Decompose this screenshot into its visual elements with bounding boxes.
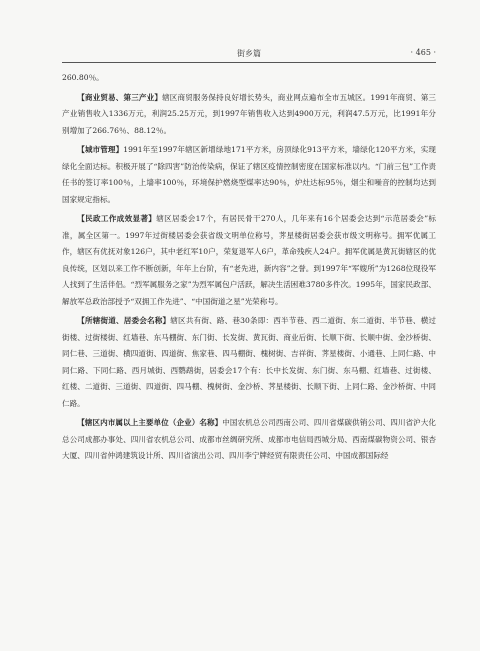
- paragraph: [62, 313, 436, 412]
- paragraph-text: 辖区居委会17个，有居民骨干270人，几年来有16个居委会达到“示范居委会”标准，属全区第一。1997年过街楼居委会获省级文明单位称号，荠星楼街居委会获市级文明称号。拥军优属工作，辖区有优抚对象126户，其中老红军10户，荣复退军人6户，革命残疾人24户。拥军优属是黄瓦街辖区的优良传统，区划以来工作不断创新，年年上台阶，有“老先进，新内容”之誉。到1997年“军嫂所”为1268位现役军人找到了生活伴侣。“烈军属服务之家”为烈军属包户活跃，解决生活困难3780多件次。1995年，国家民政部、解放军总政治部授予“双拥工作先进”、“中国街道之星”光荣称号。: [62, 214, 436, 306]
- page-number: · 465 ·: [410, 48, 436, 57]
- paragraph-heading: 【城市管理】: [77, 145, 124, 154]
- paragraph-text: 辖区商贸服务保持良好增长势头，商业网点遍布全市五城区。1991年商贸、第三产业销售收入1336万元，利润25.25万元，到1997年销售收入达到4900万元，利润47.5万元，比1991年分别增加了266.76％、88.12％。: [62, 92, 436, 135]
- paragraph-text: 中国农机总公司西南公司、四川省煤碳供销公司、四川省沪大化总公司成都办事处、四川省农机总公司、成都市丝绸研究所、成都市电信局西城分局、西南煤碳物资公司、银杏大厦、四川省仲鸿建筑设计所、四川省演出公司、四川李宁牌经贸有限责任公司、中国成都国际经: [62, 418, 437, 460]
- section-title: 街乡篇: [237, 49, 261, 58]
- running-header: [62, 40, 436, 63]
- paragraph: [62, 211, 436, 310]
- paragraph-heading: 【所辖街道、居委会名称】: [77, 316, 171, 325]
- body-text: [62, 70, 436, 468]
- paragraph-heading: 【民政工作成效显著】: [77, 214, 157, 223]
- paragraph-text: 辖区共有街、路、巷30条即：西半节巷、西二道街、东二道街、半节巷、横过街楼、过街楼街、红墙巷、东马棚街、东门街、长发街、黄瓦街、商业后街、长顺下街、长顺中街、金沙桥街、同仁巷、三道街、横四道街、四道街、焦家巷、四马棚街、槐树街、吉祥街、荠星楼街、小通巷、上同仁路、中同仁路、下同仁路、西月城街、西鹦鹉街，居委会17个有：长中长发街、东门街、东马棚、红墙巷、过街楼、红楼、二道街、三道街、四道街、四马棚、槐树街、金沙桥、荠星楼街、长顺下街、上同仁路、金沙桥街、中同仁路。: [62, 316, 436, 408]
- paragraph-heading: 【辖区内市属以上主要单位（企业）名称】: [77, 418, 223, 427]
- paragraph: [62, 415, 436, 465]
- paragraph: [62, 70, 436, 87]
- paragraph-heading: 【商业贸易、第三产业】: [77, 92, 163, 102]
- paragraph: [62, 90, 436, 140]
- paragraph-text: 1991年至1997年辖区新增绿地171平方米，房顶绿化913平方米，墙绿化120平方米，实现绿化全面达标。积极开展了“除四害”防治传染病，保证了辖区疫情控制密度在国家标准以内。“门前三包”工作责任书的签订率100％，上墙率100％，环境保护燃烧型煤率达90％，炉灶达标95％，烟尘和噪音的控制均达到国家规定指标。: [62, 145, 436, 204]
- paragraph: [62, 142, 436, 208]
- paragraph-text: 260.80％。: [62, 73, 104, 82]
